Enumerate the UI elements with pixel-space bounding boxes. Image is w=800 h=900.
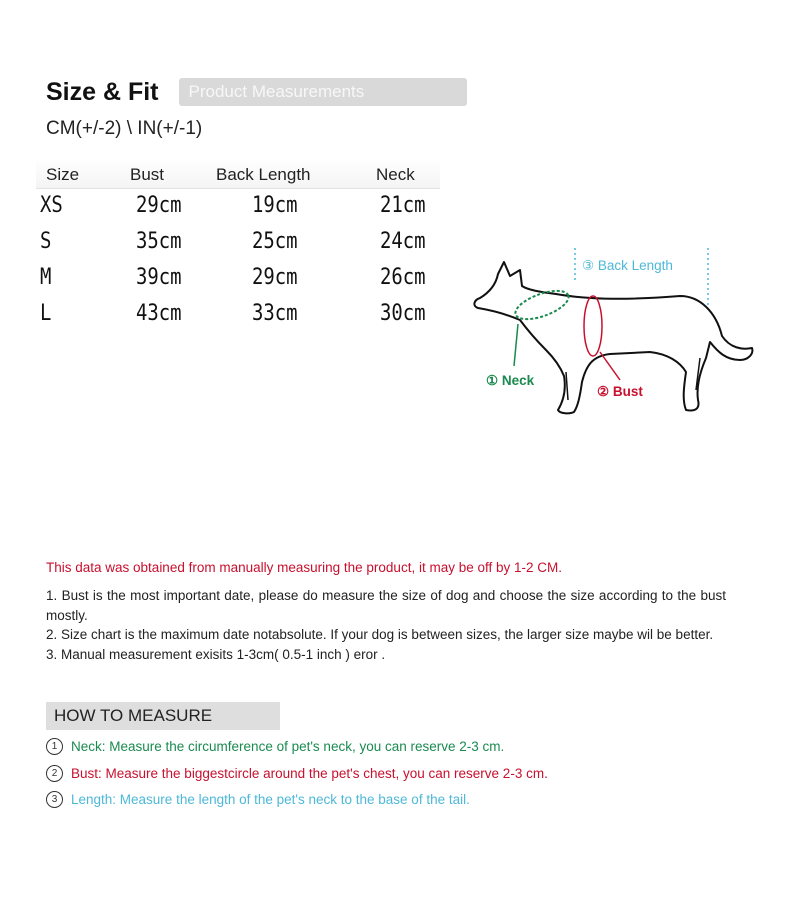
- column-header: Bust: [130, 165, 165, 184]
- size-table: [36, 158, 440, 333]
- back-length-cell: 19cm: [252, 193, 298, 218]
- bust-pointer: [600, 352, 620, 380]
- neck-label: ① Neck: [486, 373, 535, 388]
- neck-cell: 24cm: [380, 229, 426, 254]
- back-length-cell: 33cm: [252, 301, 298, 326]
- bust-cell: 43cm: [136, 301, 182, 326]
- neck-instruction-text: Neck: Measure the circumference of pet's neck, you can reserve 2-3 cm.: [71, 739, 505, 754]
- dog-measurement-diagram: [460, 240, 770, 430]
- table-header: [36, 158, 440, 189]
- product-measurements-badge: Product Measurements: [179, 78, 467, 106]
- table-row: [36, 297, 440, 333]
- neck-cell: 21cm: [380, 193, 426, 218]
- neck-instruction: [46, 738, 504, 755]
- bust-cell: 35cm: [136, 229, 182, 254]
- column-header: Back Length: [216, 165, 311, 184]
- back-length-cell: 29cm: [252, 265, 298, 290]
- table-row: [36, 189, 440, 225]
- back-length-label: ③ Back Length: [582, 258, 673, 273]
- size-cell: M: [40, 265, 52, 290]
- accuracy-warning: This data was obtained from manually measuring the product, it may be off by 1-2 CM.: [46, 560, 562, 575]
- table-row: [36, 261, 440, 297]
- table-row: [36, 225, 440, 261]
- bust-cell: 29cm: [136, 193, 182, 218]
- measurement-notes: [46, 586, 726, 664]
- neck-cell: 26cm: [380, 265, 426, 290]
- bust-instruction-text: Bust: Measure the biggestcircle around the pet's chest, you can reserve 2-3 cm.: [71, 766, 548, 781]
- step-number-1-icon: 1: [46, 738, 63, 755]
- bust-cell: 39cm: [136, 265, 182, 290]
- step-number-3-icon: 3: [46, 791, 63, 808]
- column-header: Neck: [376, 165, 415, 184]
- bust-instruction: [46, 765, 548, 782]
- note-item: 1. Bust is the most important date, please do measure the size of dog and choose the size according to the bust mostly.: [46, 588, 726, 623]
- title-row: [46, 76, 467, 108]
- step-number-2-icon: 2: [46, 765, 63, 782]
- neck-cell: 30cm: [380, 301, 426, 326]
- note-item: 3. Manual measurement exisits 1-3cm( 0.5-1 inch ) eror .: [46, 646, 386, 662]
- length-instruction: [46, 791, 470, 808]
- length-instruction-text: Length: Measure the length of the pet's neck to the base of the tail.: [71, 792, 470, 807]
- page-title: Size & Fit: [46, 77, 159, 106]
- column-header: Size: [46, 165, 80, 184]
- bust-label: ② Bust: [597, 384, 643, 399]
- note-item: 2. Size chart is the maximum date notabsolute. If your dog is between sizes, the larger size maybe wil be better.: [46, 627, 714, 642]
- back-length-cell: 25cm: [252, 229, 298, 254]
- size-cell: L: [40, 301, 52, 326]
- size-cell: S: [40, 229, 52, 254]
- size-cell: XS: [40, 193, 63, 218]
- how-to-measure-heading: HOW TO MEASURE: [46, 702, 280, 730]
- units-note: CM(+/-2) \ IN(+/-1): [46, 118, 203, 139]
- neck-pointer: [514, 324, 518, 366]
